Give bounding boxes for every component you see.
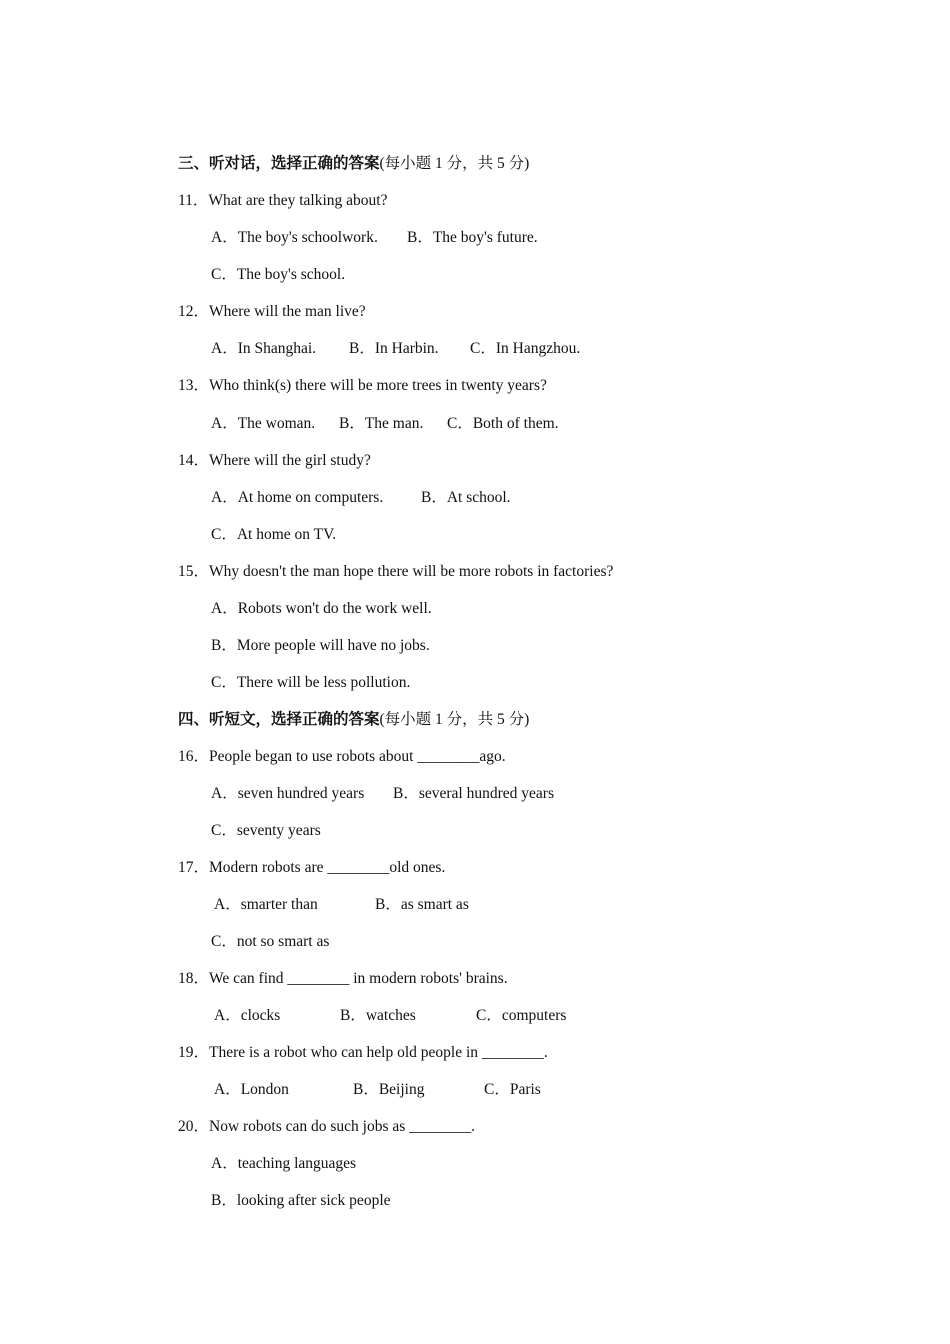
question-13-stem: 13．Who think(s) there will be more trees in twenty years? xyxy=(178,377,547,394)
question-15-option-b: B．More people will have no jobs. xyxy=(211,637,430,654)
question-13-option-a: A．The woman. xyxy=(211,415,316,432)
section-3-heading xyxy=(178,154,529,174)
section-4-heading xyxy=(178,710,529,730)
question-12-option-a: A．In Shanghai. xyxy=(211,340,317,357)
question-14-option-a: A．At home on computers. xyxy=(211,489,384,506)
question-14-option-c: C．At home on TV. xyxy=(211,526,337,543)
question-15-option-a: A．Robots won't do the work well. xyxy=(211,600,432,617)
question-18-option-b: B．watches xyxy=(340,1007,416,1024)
section-3-points: (每小题 1 分，共 5 分) xyxy=(379,155,530,172)
question-13-option-b: B．The man. xyxy=(339,415,424,432)
question-12-option-b: B．In Harbin. xyxy=(349,340,439,357)
question-11-stem: 11．What are they talking about? xyxy=(178,192,388,209)
question-14-stem: 14．Where will the girl study? xyxy=(178,452,371,469)
question-12-stem: 12．Where will the man live? xyxy=(178,303,366,320)
question-19-stem: 19．There is a robot who can help old people in ________. xyxy=(178,1044,548,1061)
question-20-option-b: B．looking after sick people xyxy=(211,1192,391,1209)
question-18-option-c: C．computers xyxy=(476,1007,567,1024)
question-19-option-a: A．London xyxy=(214,1081,289,1098)
question-14-option-b: B．At school. xyxy=(421,489,511,506)
question-18-option-a: A．clocks xyxy=(214,1007,281,1024)
question-20-option-a: A．teaching languages xyxy=(211,1155,357,1172)
question-16-option-b: B．several hundred years xyxy=(393,785,554,802)
question-17-option-c: C．not so smart as xyxy=(211,933,330,950)
question-16-option-c: C．seventy years xyxy=(211,822,321,839)
question-12-option-c: C．In Hangzhou. xyxy=(470,340,581,357)
question-15-option-c: C．There will be less pollution. xyxy=(211,674,411,691)
question-20-stem: 20．Now robots can do such jobs as ________. xyxy=(178,1118,476,1135)
question-11-option-c: C．The boy's school. xyxy=(211,266,346,283)
section-3-title: 三、听对话，选择正确的答案 xyxy=(178,155,380,172)
question-19-option-c: C．Paris xyxy=(484,1081,541,1098)
question-16-option-a: A．seven hundred years xyxy=(211,785,365,802)
question-17-option-b: B．as smart as xyxy=(375,896,469,913)
question-17-option-a: A．smarter than xyxy=(214,896,318,913)
question-16-stem: 16．People began to use robots about ________ago. xyxy=(178,748,506,765)
question-11-option-b: B．The boy's future. xyxy=(407,229,538,246)
question-11-option-a: A．The boy's schoolwork. xyxy=(211,229,378,246)
section-4-points: (每小题 1 分，共 5 分) xyxy=(379,711,530,728)
question-17-stem: 17．Modern robots are ________old ones. xyxy=(178,859,446,876)
question-18-stem: 18．We can find ________ in modern robots' brains. xyxy=(178,970,508,987)
question-13-option-c: C．Both of them. xyxy=(447,415,559,432)
question-15-stem: 15．Why doesn't the man hope there will be more robots in factories? xyxy=(178,563,614,580)
question-19-option-b: B．Beijing xyxy=(353,1081,425,1098)
section-4-title: 四、听短文，选择正确的答案 xyxy=(178,711,380,728)
